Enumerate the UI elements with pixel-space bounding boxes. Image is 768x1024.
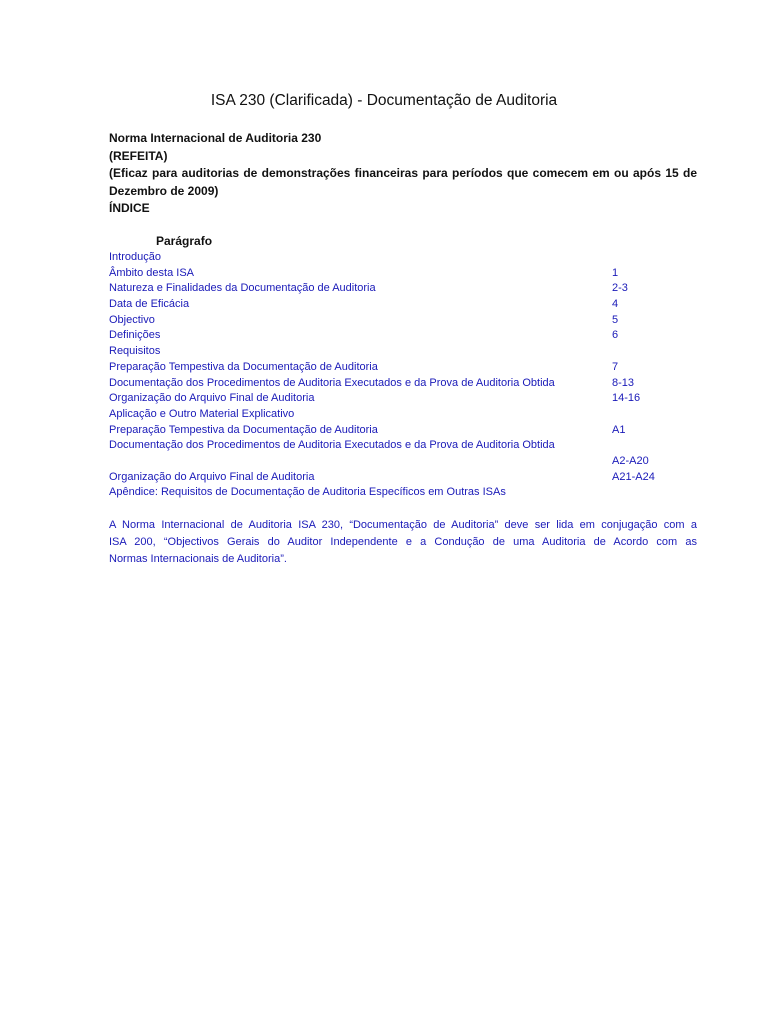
standard-header bbox=[109, 130, 697, 218]
toc-label: Organização do Arquivo Final de Auditoria bbox=[109, 470, 315, 483]
closing-paragraph bbox=[109, 517, 697, 568]
toc-label: Documentação dos Procedimentos de Auditoria Executados e da Prova de Auditoria Obtida bbox=[109, 376, 555, 389]
toc-row bbox=[109, 328, 709, 344]
toc-label: Aplicação e Outro Material Explicativo bbox=[109, 407, 295, 420]
toc-ref: 2-3 bbox=[612, 282, 628, 295]
toc-ref: 7 bbox=[612, 360, 619, 373]
toc-label: Objectivo bbox=[109, 313, 155, 326]
toc-row bbox=[109, 266, 709, 282]
toc-row bbox=[109, 281, 709, 297]
toc-label: Requisitos bbox=[109, 345, 161, 358]
toc-row bbox=[109, 297, 709, 313]
toc-label: Preparação Tempestiva da Documentação de Auditoria bbox=[109, 360, 378, 373]
toc-label: Organização do Arquivo Final de Auditoria bbox=[109, 392, 315, 405]
paragraph-column-heading: Parágrafo bbox=[156, 234, 213, 248]
effective-note-line2: Dezembro de 2009) bbox=[109, 183, 219, 198]
toc-ref: 8-13 bbox=[612, 376, 635, 389]
toc-row bbox=[109, 360, 709, 376]
toc-row bbox=[109, 250, 709, 266]
closing-line: A Norma Internacional de Auditoria ISA 230, “Documentação de Auditoria” deve ser lida em conjugação com a bbox=[109, 519, 697, 531]
standard-name: Norma Internacional de Auditoria 230 bbox=[109, 131, 322, 145]
toc-row bbox=[109, 438, 709, 469]
closing-line: Normas Internacionais de Auditoria”. bbox=[109, 553, 287, 565]
toc-ref: A21-A24 bbox=[612, 470, 655, 483]
document-title: ISA 230 (Clarificada) - Documentação de Auditoria bbox=[210, 92, 558, 109]
toc-ref: 6 bbox=[612, 329, 619, 342]
toc-label: Documentação dos Procedimentos de Auditoria Executados e da Prova de Auditoria Obtida bbox=[109, 439, 555, 452]
toc-row bbox=[109, 376, 709, 392]
toc-label: Data de Eficácia bbox=[109, 298, 190, 311]
toc-ref: 1 bbox=[612, 266, 619, 279]
toc-label: Definições bbox=[109, 329, 161, 342]
effective-note-line1: (Eficaz para auditorias de demonstrações financeiras para períodos que comecem em ou após 15 de bbox=[109, 166, 697, 180]
toc-ref: 4 bbox=[612, 298, 619, 311]
toc-row bbox=[109, 470, 709, 486]
toc-row bbox=[109, 423, 709, 439]
toc-label: Preparação Tempestiva da Documentação de Auditoria bbox=[109, 423, 378, 436]
toc-ref: 5 bbox=[612, 313, 619, 326]
toc-ref: A1 bbox=[612, 423, 626, 436]
toc-row bbox=[109, 407, 709, 423]
toc-label: Introdução bbox=[109, 251, 161, 263]
toc-ref: A2-A20 bbox=[612, 454, 649, 467]
closing-line: ISA 200, “Objectivos Gerais do Auditor Independente e a Condução de uma Auditoria de Acordo com as bbox=[109, 536, 697, 548]
toc-ref: 14-16 bbox=[612, 392, 641, 405]
toc-label: Natureza e Finalidades da Documentação de Auditoria bbox=[109, 282, 376, 295]
index-label: ÍNDICE bbox=[109, 201, 150, 215]
toc-row bbox=[109, 485, 709, 501]
table-of-contents bbox=[109, 250, 709, 501]
toc-row bbox=[109, 391, 709, 407]
toc-label: Âmbito desta ISA bbox=[109, 266, 194, 279]
toc-row bbox=[109, 313, 709, 329]
toc-row bbox=[109, 344, 709, 360]
standard-status: (REFEITA) bbox=[109, 148, 168, 163]
toc-label: Apêndice: Requisitos de Documentação de Auditoria Específicos em Outras ISAs bbox=[109, 486, 506, 499]
